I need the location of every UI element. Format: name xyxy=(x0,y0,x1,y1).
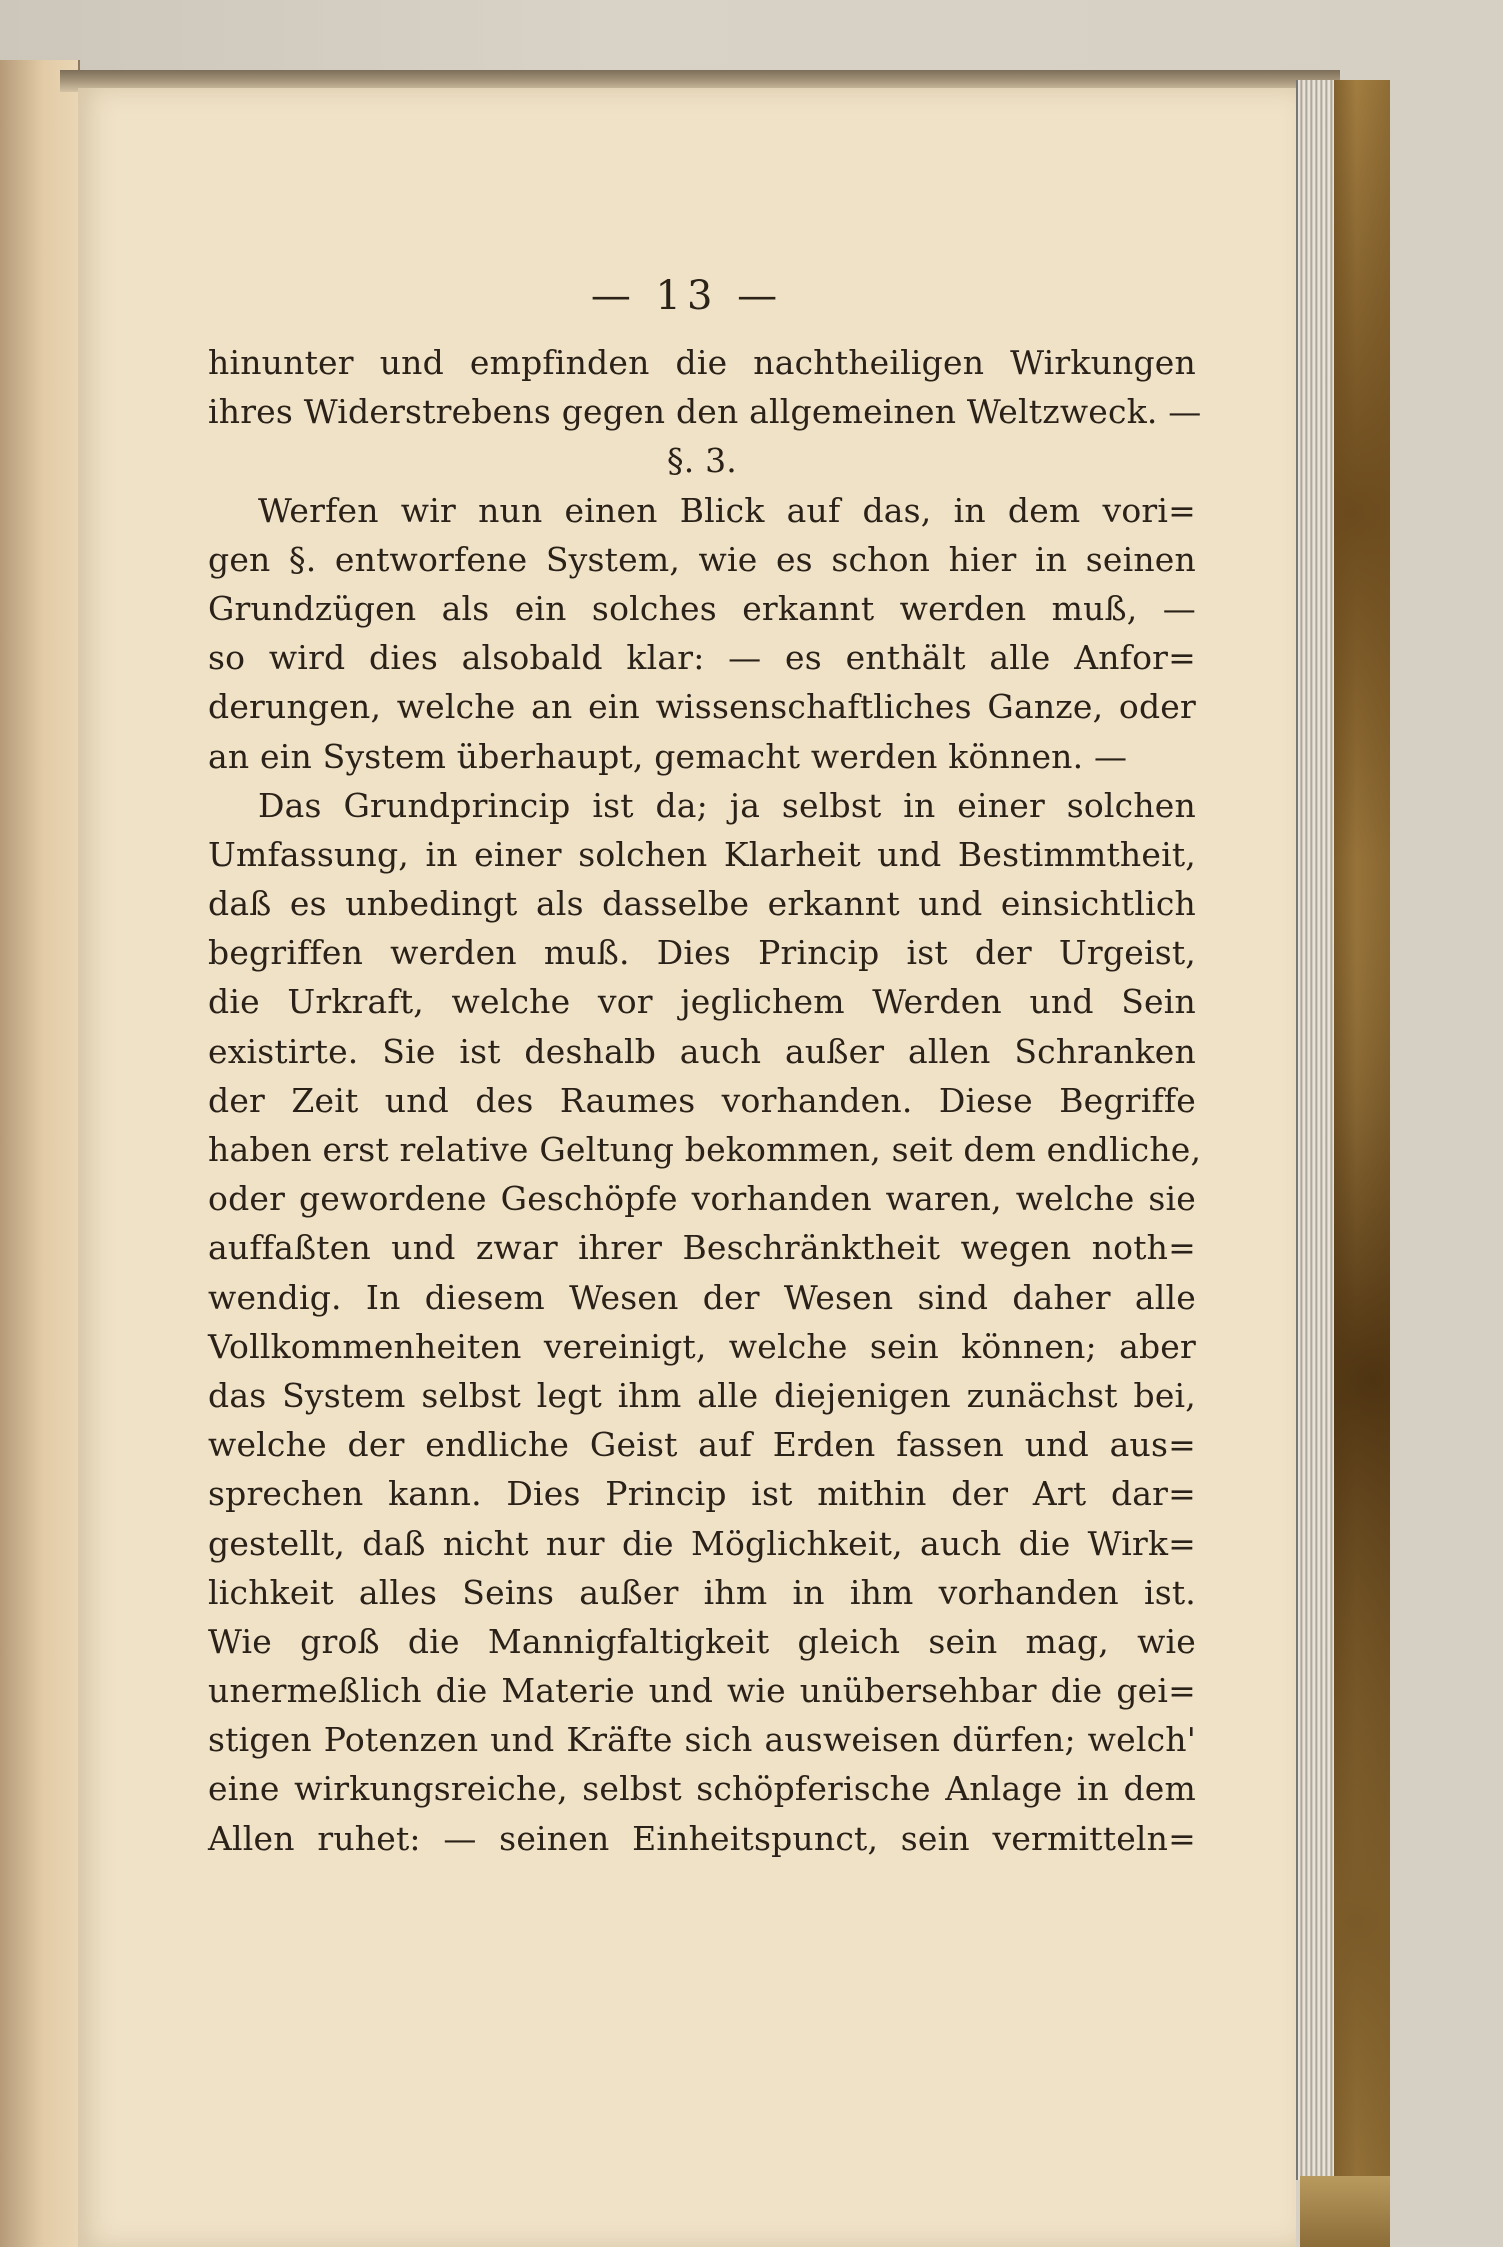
text-line: gestellt, daß nicht nur die Möglichkeit, auch die Wirk= xyxy=(208,1523,1196,1563)
text-line: stigen Potenzen und Kräfte sich ausweisen dürfen; welch' xyxy=(208,1720,1196,1760)
text-line: lichkeit alles Seins außer ihm in ihm vorhanden ist. xyxy=(208,1572,1196,1612)
text-line: Allen ruhet: — seinen Einheitspunct, sein vermitteln= xyxy=(208,1818,1196,1858)
text-line: Umfassung, in einer solchen Klarheit und Bestimmtheit, xyxy=(208,834,1196,874)
text-line: das System selbst legt ihm alle diejenigen zunächst bei, xyxy=(208,1375,1196,1415)
text-line: Vollkommenheiten vereinigt, welche sein können; aber xyxy=(208,1326,1196,1366)
cover-board xyxy=(1300,2176,1390,2247)
text-line: existirte. Sie ist deshalb auch außer allen Schranken xyxy=(208,1031,1196,1071)
text-line: an ein System überhaupt, gemacht werden können. — xyxy=(208,736,1128,776)
text-line: ihres Widerstrebens gegen den allgemeinen Weltzweck. — xyxy=(208,392,1202,432)
text-line: derungen, welche an ein wissenschaftliches Ganze, oder xyxy=(208,687,1196,727)
text-line: begriffen werden muß. Dies Princip ist der Urgeist, xyxy=(208,933,1196,973)
text-line: unermeßlich die Materie und wie unübersehbar die gei= xyxy=(208,1671,1196,1711)
text-line: haben erst relative Geltung bekommen, seit dem endliche, xyxy=(208,1130,1202,1169)
section-heading: §. 3. xyxy=(667,441,737,481)
page-stack-edges xyxy=(1296,80,1336,2180)
marbled-cover xyxy=(1334,80,1390,2247)
text-line: gen §. entworfene System, wie es schon hier in seinen xyxy=(208,539,1196,579)
text-line: Werfen wir nun einen Blick auf das, in dem vori= xyxy=(258,490,1196,530)
text-line: oder gewordene Geschöpfe vorhanden waren, welche sie xyxy=(208,1179,1196,1219)
book-page xyxy=(78,88,1296,2247)
previous-page-edge xyxy=(0,60,80,2247)
text-line: welche der endliche Geist auf Erden fassen und aus= xyxy=(208,1425,1196,1465)
text-line: Grundzügen als ein solches erkannt werden muß, — xyxy=(208,588,1196,628)
text-line: so wird dies alsobald klar: — es enthält alle Anfor= xyxy=(208,638,1196,678)
text-line: daß es unbedingt als dasselbe erkannt und einsichtlich xyxy=(208,884,1196,924)
text-line: sprechen kann. Dies Princip ist mithin der Art dar= xyxy=(208,1474,1196,1514)
page-body-text xyxy=(208,338,1202,1863)
text-line: Wie groß die Mannigfaltigkeit gleich sein mag, wie xyxy=(208,1621,1196,1661)
text-line: die Urkraft, welche vor jeglichem Werden und Sein xyxy=(208,982,1196,1022)
text-line: eine wirkungsreiche, selbst schöpferische Anlage in dem xyxy=(208,1769,1196,1809)
text-line: auffaßten und zwar ihrer Beschränktheit wegen noth= xyxy=(208,1228,1196,1268)
text-line: der Zeit und des Raumes vorhanden. Diese Begriffe xyxy=(208,1080,1196,1120)
text-line: wendig. In diesem Wesen der Wesen sind daher alle xyxy=(208,1277,1196,1317)
page-number-header: — 13 — xyxy=(590,273,784,319)
text-line: Das Grundprincip ist da; ja selbst in einer solchen xyxy=(258,785,1196,825)
text-line: hinunter und empfinden die nachtheiligen Wirkungen xyxy=(208,343,1196,382)
